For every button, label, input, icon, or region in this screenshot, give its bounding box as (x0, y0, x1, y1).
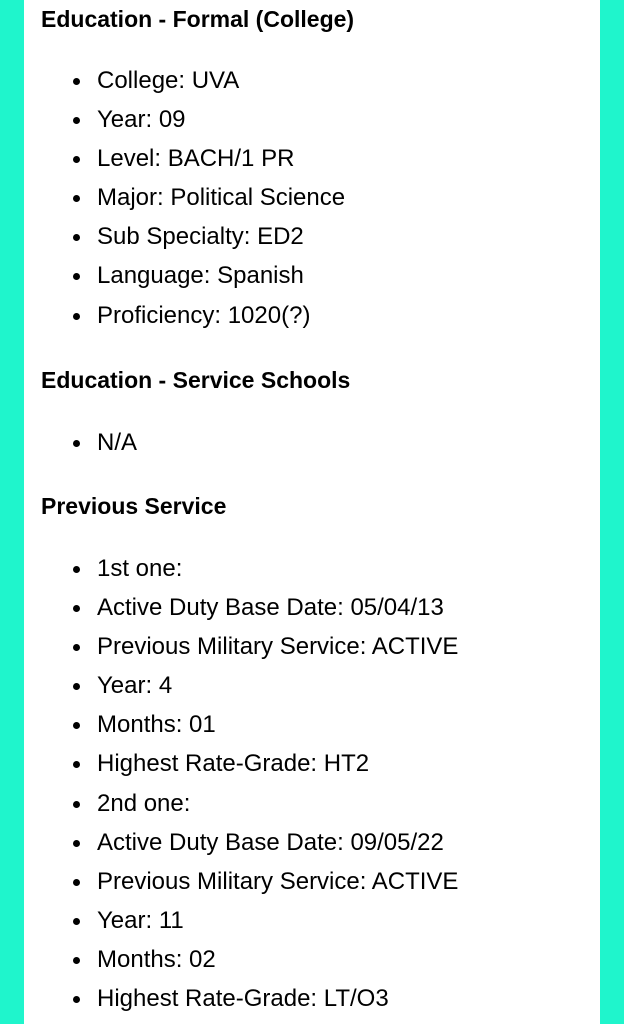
list-item (41, 256, 345, 295)
list-item (41, 178, 345, 217)
list-item (41, 823, 458, 862)
list-item-text: Year: 11 (97, 906, 184, 934)
list-item-text: Highest Rate-Grade: LT/O3 (97, 985, 389, 1013)
section-title-previous-service: Previous Service (41, 493, 227, 519)
education-service-schools-list (41, 423, 137, 462)
list-item (41, 588, 458, 627)
list-item (41, 784, 458, 823)
bullet-icon (73, 234, 80, 241)
list-item-text: 1st one: (97, 555, 183, 582)
list-item-text: Months: 02 (97, 945, 216, 973)
bullet-icon (73, 683, 80, 690)
bullet-icon (73, 957, 80, 964)
list-item-text: Highest Rate-Grade: HT2 (97, 750, 370, 778)
list-item-text: Major: Political Science (97, 184, 346, 212)
bullet-icon (73, 996, 80, 1003)
bullet-icon (73, 644, 80, 651)
list-item-text: Level: BACH/1 PR (97, 145, 295, 173)
bullet-icon (73, 78, 80, 85)
bullet-icon (73, 918, 80, 925)
section-title-education-service-schools: Education - Service Schools (41, 367, 351, 393)
list-item-text: 2nd one: (97, 789, 191, 817)
section-title-education-formal: Education - Formal (College) (41, 6, 355, 32)
list-item (41, 139, 345, 178)
bullet-icon (73, 722, 80, 729)
list-item (41, 901, 458, 940)
list-item-text: Previous Military Service: ACTIVE (97, 633, 459, 661)
list-item-text: Previous Military Service: ACTIVE (97, 867, 459, 895)
list-item (41, 705, 458, 744)
list-item (41, 862, 458, 901)
bullet-icon (73, 273, 80, 280)
bullet-icon (73, 840, 80, 847)
bullet-icon (73, 156, 80, 163)
list-item-text: Active Duty Base Date: 09/05/22 (97, 828, 444, 856)
previous-service-list (41, 549, 458, 1018)
list-item-text: Proficiency: 1020(?) (97, 301, 311, 329)
list-item-text: College: UVA (97, 67, 240, 94)
list-item-text: Active Duty Base Date: 05/04/13 (97, 594, 444, 622)
list-item (41, 979, 458, 1018)
list-item-text: Language: Spanish (97, 262, 304, 290)
list-item (41, 940, 458, 979)
list-item-text: Sub Specialty: ED2 (97, 223, 304, 251)
list-item (41, 296, 345, 335)
right-accent-bar (600, 0, 624, 1024)
list-item-text: Year: 09 (97, 106, 186, 134)
bullet-icon (73, 117, 80, 124)
bullet-icon (73, 801, 80, 808)
list-item-text: Year: 4 (97, 672, 173, 700)
list-item (41, 744, 458, 783)
bullet-icon (73, 605, 80, 612)
list-item (41, 217, 345, 256)
list-item (41, 549, 458, 588)
post-content-panel (24, 0, 600, 1024)
left-accent-bar (0, 0, 24, 1024)
bullet-icon (73, 879, 80, 886)
list-item (41, 627, 458, 666)
bullet-icon (73, 440, 80, 447)
list-item (41, 61, 345, 100)
list-item-text: N/A (97, 429, 138, 456)
bullet-icon (73, 761, 80, 768)
list-item (41, 666, 458, 705)
bullet-icon (73, 566, 80, 573)
bullet-icon (73, 313, 80, 320)
list-item (41, 423, 137, 462)
bullet-icon (73, 195, 80, 202)
education-formal-list (41, 61, 345, 335)
list-item (41, 100, 345, 139)
list-item-text: Months: 01 (97, 711, 216, 739)
